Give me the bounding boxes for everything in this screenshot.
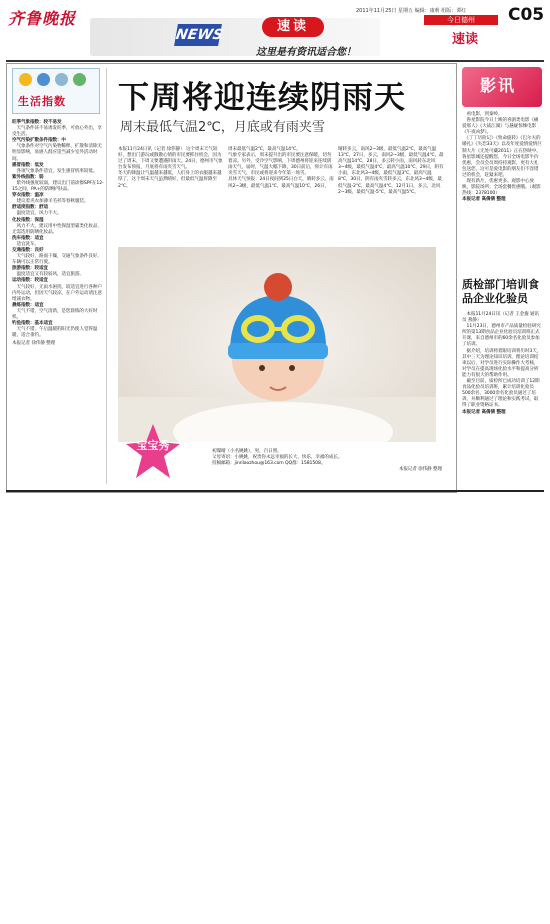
quality-paragraph: 本报11月24日讯（记者 王金銮 通讯员 燕静） [462, 312, 539, 324]
index-name: 化妆指数：保湿 [12, 217, 44, 223]
photo-caption [212, 449, 442, 473]
life-index-list [12, 120, 104, 347]
wind-icon [73, 73, 86, 86]
index-name: 感冒指数：低发 [12, 162, 44, 168]
film-paragraph: 《丁丁历险记》《致命旋转》《巴尔夫的婚礼》《失恋33天》以及年度爱情爱情巨制大片《无处可藏2011》正在热映中。鲁星影城还提醒您，今日全场电影半价优惠，会员会员周持持观影，更有大礼包送您，这可是爱电影的朋友们不容错过的机会，赶紧来吧。 [462, 136, 542, 178]
film-news-banner [462, 67, 542, 107]
sun-icon [19, 73, 32, 86]
quality-paragraph: 截至目前，质检所已成功培训了12期食品化验员培训班，累计培训化验员500余名，3000余名化验员通过了培训，并顺利通过了理论和实践考试，取得了职业资格证书。 [462, 379, 540, 409]
index-name: 紫外线指数：弱 [12, 174, 44, 180]
film-news-title: 影讯 [480, 76, 517, 95]
index-text: 天气较好，路面干燥，交通气象条件良好，车辆可以正常行驶。 [12, 254, 102, 266]
index-text: 天气不错，空气清新，是您晨练的大好时机。 [12, 308, 98, 320]
article-byline: 本报记者 徐伟静 整理 [398, 467, 442, 473]
index-text: 天气条件该不易诱发旺季，可放心外出，享受生活。 [12, 126, 102, 138]
index-name: 旺季气象指数：较不易发 [12, 120, 62, 125]
film-news-text [462, 112, 542, 203]
film-paragraph: 鲁星影院今日上映的喜剧类电影《痛爱那人》《大战江湖》与悬疑惊悚电影《午夜凶梦》。 [462, 118, 539, 136]
index-text: 风力不大，建议用中性保湿型霜类化妆品，无需选用防晒化妆品。 [12, 223, 102, 235]
index-text: 建议着夹衣加薄羊毛衫等春秋服装。 [12, 199, 89, 205]
article-column-1: 本报11月24日讯（记者 徐伟静） 这个周末天气较好，想出门游玩或散散心情的市民要抓住机会，因为过了周末，下周又要遭遇阴雨天。24日，德州市气象台发布预报，月底将有雨夹雪天气。 冬天的降温让气温越来越低，人们身上的衣服越来越厚了，这个周末天气虽然晴好，但最低气温将降至2℃。 [118, 147, 223, 189]
index-text: 紫外线强度较弱，建议出门前涂擦SPF在12-15之间，PA+的防晒护肤品。 [12, 180, 104, 193]
index-name: 交通指数：良好 [12, 247, 44, 253]
cloud-icon [55, 73, 68, 86]
column-divider [106, 68, 107, 484]
caption-line: 父母寄语：小姚姚，祝贵你永远幸福的长大，快乐，幸福的成长。 [212, 455, 343, 461]
index-text: 各项气象条件适宜，发生感冒机率较低。 [12, 168, 98, 174]
page-headline: 下周将迎连续阴雨天 [118, 80, 406, 116]
index-name: 晨练指数：适宜 [12, 302, 44, 308]
header-rule [6, 60, 544, 62]
baby-show-label: 宝宝秀 [136, 439, 170, 452]
index-name: 运动指数：较适宜 [12, 278, 48, 284]
index-text: 温度适宜，风力不大。 [12, 211, 62, 217]
dateline: 2011年11月25日 星期五 编辑：康莉 组版：谭红 [356, 8, 467, 14]
page-number: C05 [508, 5, 545, 25]
index-text: 天气较好，无雨水困扰，较适宜进行各种户内外运动，但因天气较凉，在户外运动请注意增减衣物。 [12, 284, 102, 302]
quality-paragraph: 据介绍，培训将着眼培训将历时3天，其中三天为理论知识培训，理论培训结束以后，对学员进行实际操作大考核，对学员在提高现场化验水平和提高分析能力有很大的帮助作用。 [462, 348, 542, 378]
index-text: 天气不错，午后温暖的阳光仍使人觉得温暖，适合垂钓。 [12, 327, 98, 339]
life-index-byline: 本报记者 徐伟静 整理 [12, 341, 56, 347]
index-name: 空气污染扩散条件指数：中 [12, 138, 66, 144]
quality-paragraph: 11月23日，德州市产品质量检验研究所的第13期食品企业化验员培训班正式开课，来自德州市的60余名化验员参加了培训。 [462, 324, 541, 348]
film-paragraph: 看电影，到秦岭。 [462, 112, 503, 117]
index-text: 适宜洗车。 [12, 241, 39, 247]
baby-photo [118, 247, 436, 442]
index-name: 穿衣指数：温凉 [12, 193, 44, 199]
index-text: 温度适宜又有较弱风，适宜旅游。 [12, 272, 84, 278]
film-byline: 本报记者 高倩倩 整理 [462, 197, 506, 203]
section-name: 速读 [452, 32, 479, 47]
life-index-title: 生活指数 [18, 95, 66, 108]
section-slogan: 这里是有资讯适合您！ [256, 47, 356, 58]
index-name: 钓鱼指数：基本适宜 [12, 321, 53, 327]
article-column-2: 周末最低气温2℃，最高气温14℃。 气象专家表示，周末提升出的市民要注意保暖，切勿着凉。另外，受冷空气影响，下周德州将迎来连续阴雨天气，届时，气温大幅下降，30日前后，预计有雨夹雪天气，市民或将迎来今年第一场雪。 具体天气预报：24日夜间到25日白天，晴转多云，南风2~3级，最低气温1℃，最高气温10℃，26日， [228, 147, 334, 189]
article-column-3: 晴转多云，南风2~3级，最低气温2℃，最高气温13℃，27日，多云，南风2~3级，最低气温4℃，最高气温14℃，28日，多云转小雨，南风转东北风3~4级，最低气温4℃，最高气温10℃，29日，阴有小雨，东北风3~4级，最低气温3℃，最高气温8℃，30日，阴有雨夹雪转多云，东北风3~4级，最低气温-2℃，最高气温4℃，12月1日，多云，北风2~3级，最低气温-5℃，最高气温5℃。 [338, 147, 444, 195]
edition-label: 今日德州 [424, 15, 498, 25]
baby-show-badge [124, 422, 182, 480]
film-paragraph: 现有新片，优惠更多。观影中心放映，影院场所；全场套餐优惠哦。（观影热线：2378100） [462, 179, 541, 197]
quality-article [462, 312, 542, 416]
caption-line: 投稿邮箱：jinrilaozhou@163.com QQ群：1581508。 [212, 461, 326, 467]
section-pill: 速读 [262, 17, 324, 37]
quality-byline: 本报记者 高倩倩 整理 [462, 409, 506, 415]
news-tag: NEWS [174, 24, 222, 46]
index-name: 舒适度指数：舒适 [12, 205, 48, 211]
index-name: 洗车指数：适宜 [12, 235, 44, 241]
caption-line: 初璨晴（小名姚姚），男，百日照。 [212, 449, 282, 454]
page-subhead: 周末最低气温2℃，月底或有雨夹雪 [120, 120, 325, 135]
index-text: 气象条件对空气污染物稀释、扩散和清除无明显影响，易感人群应适当减少室外活动时间。 [12, 144, 102, 162]
umbrella-icon [37, 73, 50, 86]
masthead-logo: 齐鲁晚报 [8, 9, 77, 28]
quality-headline: 质检部门培训食品企业化验员 [462, 278, 539, 305]
index-name: 旅游指数：较适宜 [12, 266, 48, 272]
bottom-rule [6, 490, 544, 492]
